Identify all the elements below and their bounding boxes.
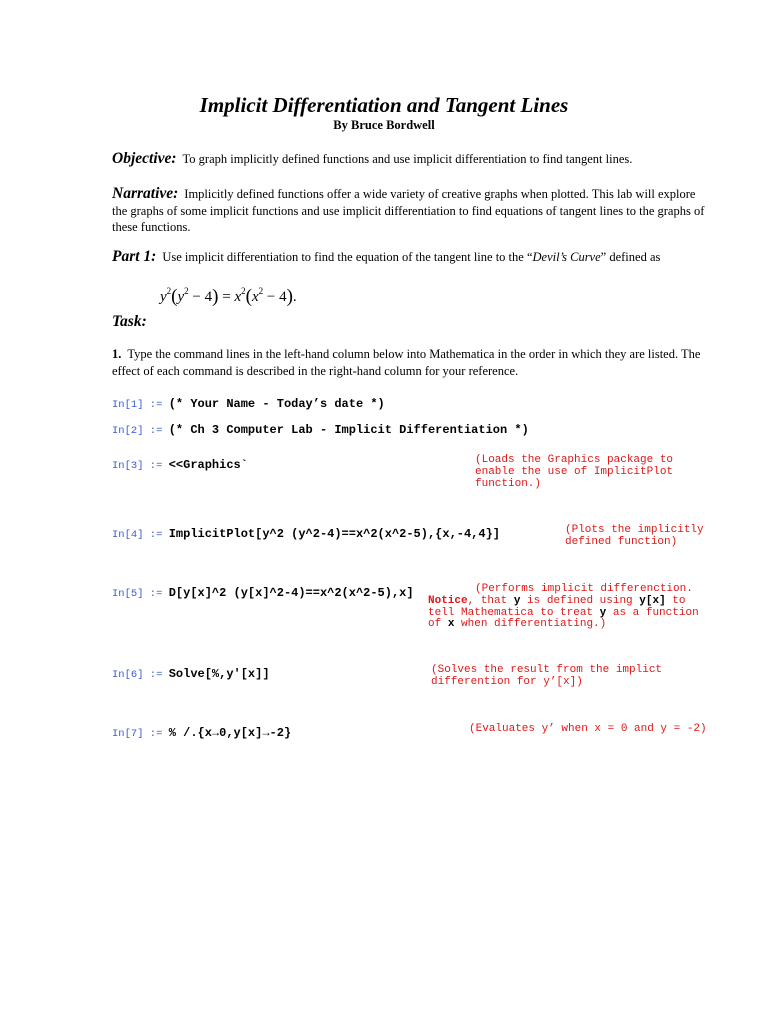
- objective-text: To graph implicitly defined functions and use implicit differentiation to find tangent lines.: [182, 152, 633, 166]
- part1-section: [112, 249, 712, 266]
- input-label: In[4] :=: [112, 529, 169, 541]
- input-label: In[6] :=: [112, 669, 169, 681]
- command-code: <<Graphics`: [168, 458, 248, 472]
- command-code: D[y[x]^2 (y[x]^2-4)==x^2(x^2-5),x]: [168, 586, 414, 600]
- input-label: In[5] :=: [112, 588, 169, 600]
- command-line-6: [112, 664, 270, 682]
- note-solve-derivative: (Solves the result from the implict differention for y’[x]): [431, 664, 663, 688]
- curve-name: Devil’s Curve: [532, 250, 601, 264]
- note-implicit-differentiation: (Performs implicit differenction. Notice, that y is defined using y[x] to tell Mathematica to treat y as a function of x when differentiating.): [428, 583, 699, 631]
- command-code: Solve[%,y'[x]]: [168, 667, 270, 681]
- note-loads-graphics: (Loads the Graphics package to enable the use of ImplicitPlot function.): [475, 454, 674, 490]
- command-line-7: [112, 723, 291, 741]
- input-label: In[3] :=: [112, 460, 169, 472]
- input-label: In[1] :=: [112, 399, 169, 411]
- command-code: (* Your Name - Today’s date *): [168, 397, 385, 411]
- input-label: In[7] :=: [112, 728, 169, 740]
- command-code: ImplicitPlot[y^2 (y^2-4)==x^2(x^2-5),{x,-4,4}]: [168, 527, 500, 541]
- narrative-section: [112, 186, 712, 236]
- command-line-4: [112, 524, 500, 542]
- narrative-heading: Narrative:: [112, 185, 179, 202]
- objective-section: [112, 151, 712, 168]
- command-code: (* Ch 3 Computer Lab - Implicit Differentiation *): [168, 423, 529, 437]
- note-plots-function: (Plots the implicitly defined function): [565, 524, 704, 548]
- step1-number: 1.: [112, 347, 122, 361]
- task-heading: Task:: [112, 313, 147, 330]
- step1-text: Type the command lines in the left-hand column below into Mathematica in the order in which they are listed. The effect of each command is described in the right-hand column for your reference.: [112, 347, 701, 378]
- command-line-2: [112, 420, 529, 438]
- input-label: In[2] :=: [112, 425, 169, 437]
- part1-text-after: ” defined as: [600, 250, 661, 264]
- narrative-text: Implicitly defined functions offer a wide variety of creative graphs when plotted. This lab will explore the graphs of some implicit functions and use implicit differentiation to find equations of tangent lines to the graphs of these functions.: [112, 187, 705, 234]
- objective-heading: Objective:: [112, 150, 177, 167]
- part1-text-before: Use implicit differentiation to find the equation of the tangent line to the “: [162, 250, 533, 264]
- part1-heading: Part 1:: [112, 248, 157, 265]
- command-code: % /.{x→0,y[x]→-2}: [168, 726, 292, 740]
- note-evaluate-slope: (Evaluates y’ when x = 0 and y = -2): [469, 723, 707, 735]
- document-author: By Bruce Bordwell: [333, 118, 435, 132]
- document-title: Implicit Differentiation and Tangent Lines: [199, 93, 569, 117]
- command-line-3: [112, 455, 248, 473]
- command-line-5: [112, 583, 414, 601]
- step1-instructions: [112, 346, 712, 379]
- command-line-1: [112, 394, 385, 412]
- devils-curve-equation: $y^2(y^2 - 4) = x^2(x^2 - 4)$.: [160, 286, 297, 307]
